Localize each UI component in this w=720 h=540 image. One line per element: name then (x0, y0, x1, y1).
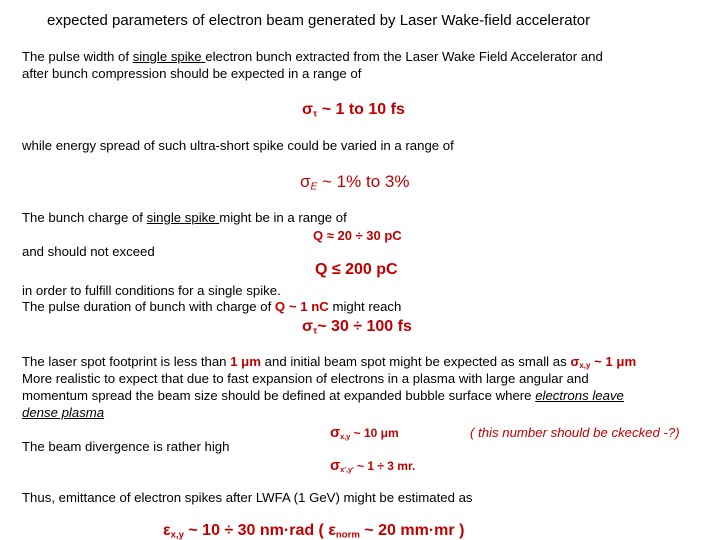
formula-pulse-width (302, 101, 405, 119)
sigma-symbol: σ (302, 101, 313, 118)
formula-beam-size (330, 424, 399, 441)
subscript: x,y (170, 529, 184, 540)
subscript: x,y (340, 431, 351, 441)
formula-value: ~ 30 ÷ 100 fs (317, 318, 412, 335)
page-title: expected parameters of electron beam generated by Laser Wake-field accelerator (47, 12, 591, 29)
underlined-text: electrons leave (535, 388, 624, 403)
epsilon-symbol: ε (163, 522, 171, 539)
note-to-check: ( this number should be ckecked -?) (470, 425, 680, 440)
formula-value: ~ 20 mm·mr ) (359, 522, 465, 539)
subscript: x',y' (340, 464, 354, 474)
formula-pulse-duration (302, 318, 412, 336)
formula-charge-range: Q ≈ 20 ÷ 30 pC (313, 228, 402, 243)
sigma-symbol: σ (570, 354, 580, 369)
text: The bunch charge of (22, 210, 147, 225)
epsilon-symbol: ε (328, 522, 336, 539)
paragraph-pulse-width-cont: after bunch compression should be expected in a range of (22, 66, 362, 81)
charge-value: Q ~ 1 nC (274, 299, 329, 314)
text: might be in a range of (219, 210, 347, 225)
subscript: x,y (579, 360, 591, 370)
paragraph-single-spike: in order to fulfill conditions for a single spike. (22, 283, 281, 298)
paragraph-emittance: Thus, emittance of electron spikes after LWFA (1 GeV) might be estimated as (22, 490, 473, 505)
formula-charge-limit: Q ≤ 200 pC (315, 261, 398, 278)
text: and initial beam spot might be expected as small as (260, 354, 571, 369)
paragraph-divergence: The beam divergence is rather high (22, 439, 230, 454)
formula-emittance (163, 522, 464, 540)
underlined-text: single spike (146, 210, 220, 225)
paragraph-dense-plasma: dense plasma (22, 405, 105, 420)
paragraph-energy-spread: while energy spread of such ultra-short spike could be varied in a range of (22, 138, 454, 153)
formula-value: ~ 10 ÷ 30 nm·rad ( (183, 522, 329, 539)
paragraph-bunch-charge (22, 209, 347, 226)
formula-value: ~ 1 ÷ 3 mr. (353, 459, 416, 473)
formula-value: ~ 10 μm (350, 426, 399, 440)
text: The pulse width of (22, 49, 133, 64)
text: The pulse duration of bunch with charge of (22, 299, 275, 314)
subscript: τ (312, 108, 318, 120)
spot-size-value: 1 μm (230, 354, 261, 369)
subscript: norm (335, 529, 360, 540)
paragraph-laser-spot (22, 353, 636, 370)
paragraph-momentum-spread (22, 387, 624, 404)
sigma-symbol: σ (300, 172, 311, 191)
formula-value: ~ 1% to 3% (317, 172, 410, 191)
paragraph-should-not-exceed: and should not exceed (22, 244, 155, 259)
sigma-symbol: σ (330, 457, 341, 474)
paragraph-pulse-width (22, 48, 603, 65)
sigma-symbol: σ (330, 424, 341, 441)
paragraph-pulse-duration (22, 298, 401, 315)
subscript: τ (312, 325, 318, 337)
text: electron bunch extracted from the Laser Wake Field Accelerator and (205, 49, 603, 64)
sigma-symbol: σ (302, 318, 313, 335)
formula-divergence (330, 457, 415, 474)
text: The laser spot footprint is less than (22, 354, 231, 369)
underlined-text: single spike (132, 49, 206, 64)
text: might reach (328, 299, 402, 314)
text: momentum spread the beam size should be defined at expanded bubble surface where (22, 388, 536, 403)
formula-value: ~ 1 to 10 fs (317, 101, 405, 118)
subscript: E (310, 181, 318, 193)
paragraph-expansion: More realistic to expect that due to fast expansion of electrons in a plasma with large angular and (22, 371, 589, 386)
spot-size-value: ~ 1 μm (590, 354, 637, 369)
formula-energy-spread (300, 172, 409, 192)
